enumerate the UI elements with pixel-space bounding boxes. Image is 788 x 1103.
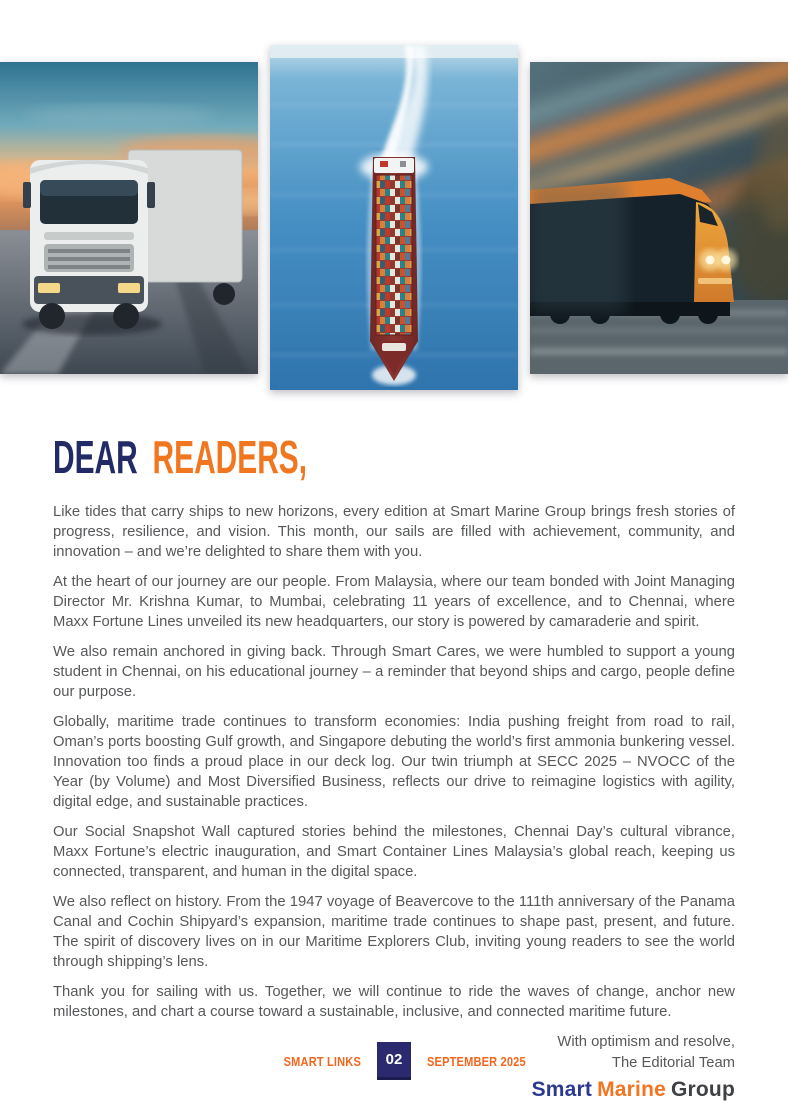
brand-word-group: Group <box>671 1078 735 1101</box>
body-paragraph: Our Social Snapshot Wall captured stories behind the milestones, Chennai Day’s cultural vibrance, Maxx Fortune’s electric inauguration, and Smart Container Lines Malaysia’s global reach, keeping us connected, transparent, and human in the digital space. <box>53 824 735 880</box>
page-title-readers: READERS, <box>152 431 308 483</box>
truck-photo-illustration <box>0 62 258 374</box>
signoff-line-1: With optimism and resolve, <box>557 1034 735 1050</box>
body-paragraph: At the heart of our journey are our people. From Malaysia, where our team bonded with Joint Managing Director Mr. Krishna Kumar, to Mumbai, celebrating 11 years of excellence, and to Chennai, where Maxx Fortune Lines unveiled its new headquarters, our story is powered by camaraderie and spirit. <box>53 574 735 630</box>
page-title-dear: DEAR <box>53 431 138 483</box>
body-paragraph: We also reflect on history. From the 1947 voyage of Beavercove to the 111th anniversary of the Panama Canal and Cochin Shipyard’s expansion, maritime trade continues to shape past, present, and future. The spirit of discovery lives on in our Maritime Explorers Club, inviting young readers to see the world through shipping’s lens. <box>53 894 735 970</box>
body-paragraph: We also remain anchored in giving back. Through Smart Cares, we were humbled to support a young student in Chennai, on his educational journey – a reminder that beyond ships and cargo, people define our purpose. <box>53 644 735 700</box>
page-number-badge <box>377 1042 411 1080</box>
body-paragraph: Globally, maritime trade continues to transform economies: India pushing freight from road to rail, Oman’s ports boosting Gulf growth, and Singapore debuting the world’s first ammonia bunkering vessel. Innovation too finds a proud place in our deck log. Our twin triumph at SECC 2025 – NVOCC of the Year (by Volume) and Most Diversified Business, reflects our drive to reimagine logistics with agility, digital edge, and sustainable practices. <box>53 714 735 810</box>
brand-word-marine: Marine <box>597 1078 666 1101</box>
train-photo-illustration <box>530 62 788 374</box>
page-number: 02 <box>385 1051 403 1068</box>
body-paragraph: Like tides that carry ships to new horizons, every edition at Smart Marine Group brings fresh stories of progress, resilience, and vision. This month, our sails are filled with achievement, community, and innovation – and we’re delighted to share them with you. <box>53 504 735 560</box>
body-paragraph: Thank you for sailing with us. Together, we will continue to ride the waves of change, anchor new milestones, and chart a course toward a sustainable, inclusive, and connected maritime future. <box>53 984 735 1020</box>
containership-photo <box>270 45 518 390</box>
page-title <box>53 431 496 483</box>
editorial-body <box>53 502 735 1022</box>
footer-issue-label: SMART LINKS <box>283 1053 361 1069</box>
editorial-content <box>53 390 735 1103</box>
train-photo <box>530 62 788 374</box>
footer-date-label: SEPTEMBER 2025 <box>427 1053 526 1069</box>
page-footer <box>0 1042 788 1080</box>
truck-photo <box>0 62 258 374</box>
brand-signature <box>53 1077 735 1103</box>
brand-word-smart: Smart <box>531 1078 593 1101</box>
signoff-line-2: The Editorial Team <box>611 1055 735 1071</box>
containership-photo-illustration <box>270 45 518 390</box>
